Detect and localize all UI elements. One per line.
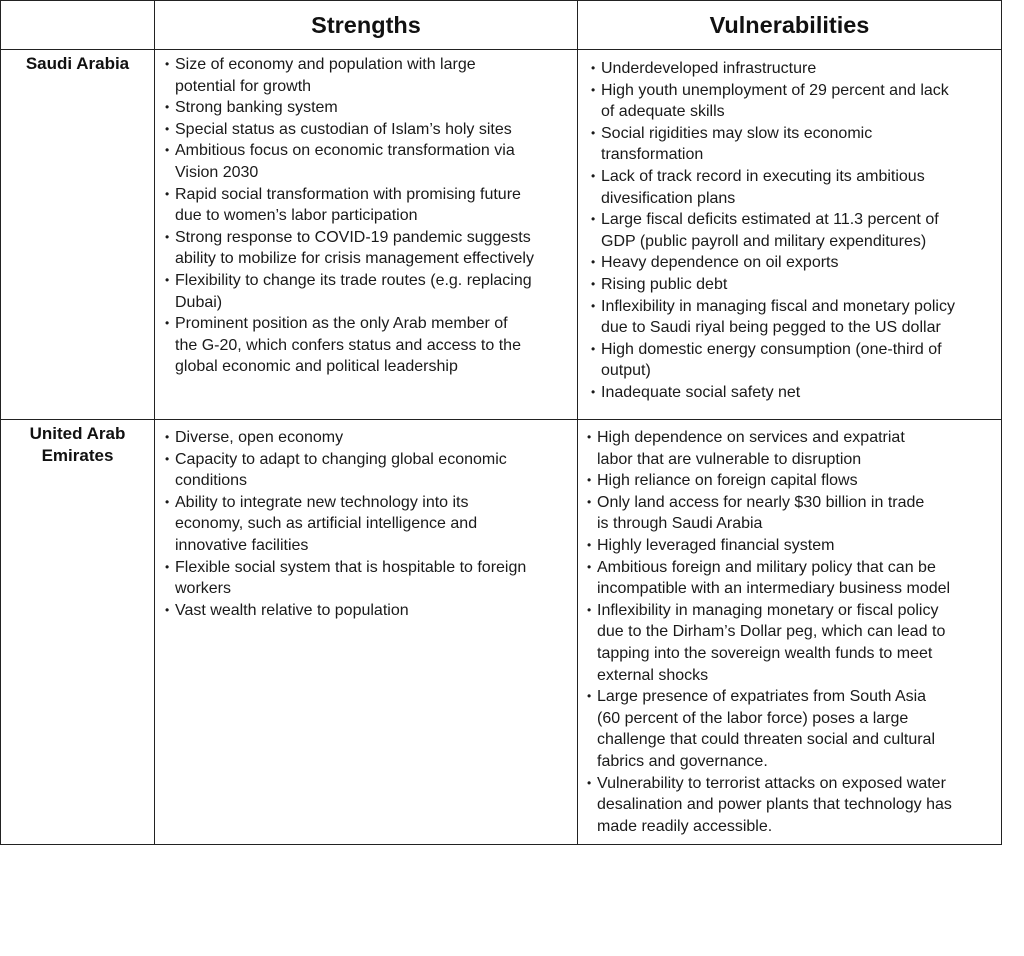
strengths-cell-uae bbox=[155, 420, 578, 845]
vulnerabilities-cell-saudi-arabia bbox=[578, 50, 1002, 420]
country-saudi-arabia bbox=[1, 50, 155, 420]
strengths-list bbox=[157, 427, 577, 621]
vulnerabilities-list bbox=[579, 427, 1001, 837]
list-item: • Capacity to adapt to changing global economic conditions bbox=[157, 449, 577, 492]
vulnerabilities-cell-uae bbox=[578, 420, 1002, 845]
list-item: • High reliance on foreign capital flows bbox=[579, 470, 1001, 492]
country-name: Saudi Arabia bbox=[25, 54, 130, 73]
list-item: • Vast wealth relative to population bbox=[157, 600, 577, 622]
list-item: • Ability to integrate new technology into its economy, such as artificial intelligence and innovative facilities bbox=[157, 492, 577, 557]
list-item: • Social rigidities may slow its economic transformation bbox=[583, 123, 1001, 166]
list-item: • Inflexibility in managing monetary or fiscal policy due to the Dirham’s Dollar peg, which can lead to tapping into the sovereign wealth funds to meet external shocks bbox=[579, 600, 1001, 686]
list-item: • Inadequate social safety net bbox=[583, 382, 1001, 404]
list-item: • Diverse, open economy bbox=[157, 427, 577, 449]
list-item: • High dependence on services and expatriat labor that are vulnerable to disruption bbox=[579, 427, 1001, 470]
list-item: • Lack of track record in executing its ambitious divesification plans bbox=[583, 166, 1001, 209]
list-item: • High youth unemployment of 29 percent and lack of adequate skills bbox=[583, 80, 1001, 123]
list-item: • Flexibility to change its trade routes (e.g. replacing Dubai) bbox=[157, 270, 577, 313]
list-item: • Only land access for nearly $30 billion in trade is through Saudi Arabia bbox=[579, 492, 1001, 535]
list-item: • Vulnerability to terrorist attacks on exposed water desalination and power plants that technology has made readily accessible. bbox=[579, 773, 1001, 838]
list-item: • Special status as custodian of Islam’s holy sites bbox=[157, 119, 577, 141]
strengths-list bbox=[157, 54, 577, 378]
row-saudi-arabia bbox=[1, 50, 1002, 420]
list-item: • Highly leveraged financial system bbox=[579, 535, 1001, 557]
list-item: • Large presence of expatriates from South Asia (60 percent of the labor force) poses a large challenge that could threaten social and cultural fabrics and governance. bbox=[579, 686, 1001, 772]
list-item: • Large fiscal deficits estimated at 11.3 percent of GDP (public payroll and military expenditures) bbox=[583, 209, 1001, 252]
list-item: • Underdeveloped infrastructure bbox=[583, 58, 1001, 80]
header-strengths: Strengths bbox=[155, 1, 578, 50]
list-item: • Flexible social system that is hospitable to foreign workers bbox=[157, 557, 577, 600]
list-item: • Rising public debt bbox=[583, 274, 1001, 296]
list-item: • Ambitious foreign and military policy that can be incompatible with an intermediary business model bbox=[579, 557, 1001, 600]
list-item: • Ambitious focus on economic transformation via Vision 2030 bbox=[157, 140, 577, 183]
list-item: • Strong response to COVID-19 pandemic suggests ability to mobilize for crisis management effectively bbox=[157, 227, 577, 270]
country-uae bbox=[1, 420, 155, 845]
list-item: • Rapid social transformation with promising future due to women’s labor participation bbox=[157, 184, 577, 227]
list-item: • Heavy dependence on oil exports bbox=[583, 252, 1001, 274]
header-row bbox=[1, 1, 1002, 50]
list-item: • Prominent position as the only Arab member of the G-20, which confers status and access to the global economic and political leadership bbox=[157, 313, 577, 378]
vulnerabilities-list bbox=[583, 58, 1001, 404]
header-empty-cell bbox=[1, 1, 155, 50]
country-name: United Arab Emirates bbox=[29, 424, 126, 465]
list-item: • High domestic energy consumption (one-third of output) bbox=[583, 339, 1001, 382]
strengths-cell-saudi-arabia bbox=[155, 50, 578, 420]
list-item: • Size of economy and population with large potential for growth bbox=[157, 54, 577, 97]
row-uae bbox=[1, 420, 1002, 845]
list-item: • Inflexibility in managing fiscal and monetary policy due to Saudi riyal being pegged to the US dollar bbox=[583, 296, 1001, 339]
list-item: • Strong banking system bbox=[157, 97, 577, 119]
header-vulnerabilities: Vulnerabilities bbox=[578, 1, 1002, 50]
